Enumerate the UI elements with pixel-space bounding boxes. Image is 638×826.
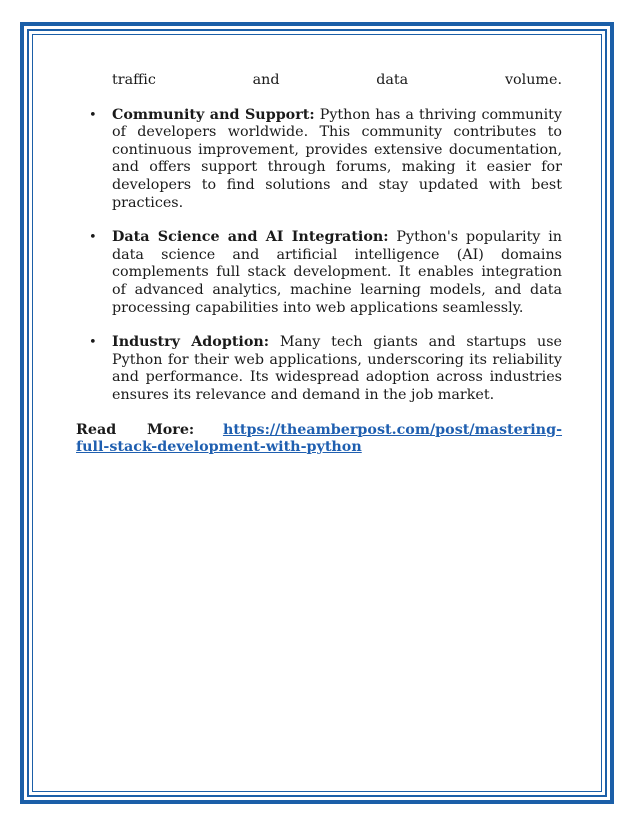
list-item	[76, 334, 562, 404]
read-more	[76, 422, 562, 457]
bullet-icon: •	[89, 230, 97, 246]
bullet-text: Python has a thriving community of developers worldwide. This community contributes to continuous improvement, provides extensive documentation, and offers support through forums, making it easier for developers to find solutions and stay updated with best practices.	[112, 106, 562, 211]
read-more-link[interactable]: https://theamberpost.com/post/mastering-full-stack-development-with-python	[76, 421, 563, 456]
bullet-term: Data Science and AI Integration:	[112, 229, 389, 246]
document-body	[76, 72, 562, 457]
read-more-label: Read More:	[76, 421, 195, 438]
bullet-term: Community and Support:	[112, 106, 315, 123]
bullet-list	[76, 107, 562, 405]
bullet-icon: •	[89, 107, 97, 123]
list-item	[76, 229, 562, 317]
continuation-text: traffic and data volume.	[112, 72, 562, 88]
bullet-text: Many tech giants and startups use Python for their web applications, underscoring its reliability and performance. Its widespread adoption across industries ensures its relevance and demand in the job market.	[112, 334, 562, 403]
bullet-term: Industry Adoption:	[112, 334, 270, 351]
bullet-icon: •	[89, 335, 97, 351]
bullet-text: Python's popularity in data science and artificial intelligence (AI) domains complements full stack development. It enables integration of advanced analytics, machine learning models, and data processing capabilities into web applications seamlessly.	[112, 229, 562, 316]
list-item	[76, 107, 562, 213]
